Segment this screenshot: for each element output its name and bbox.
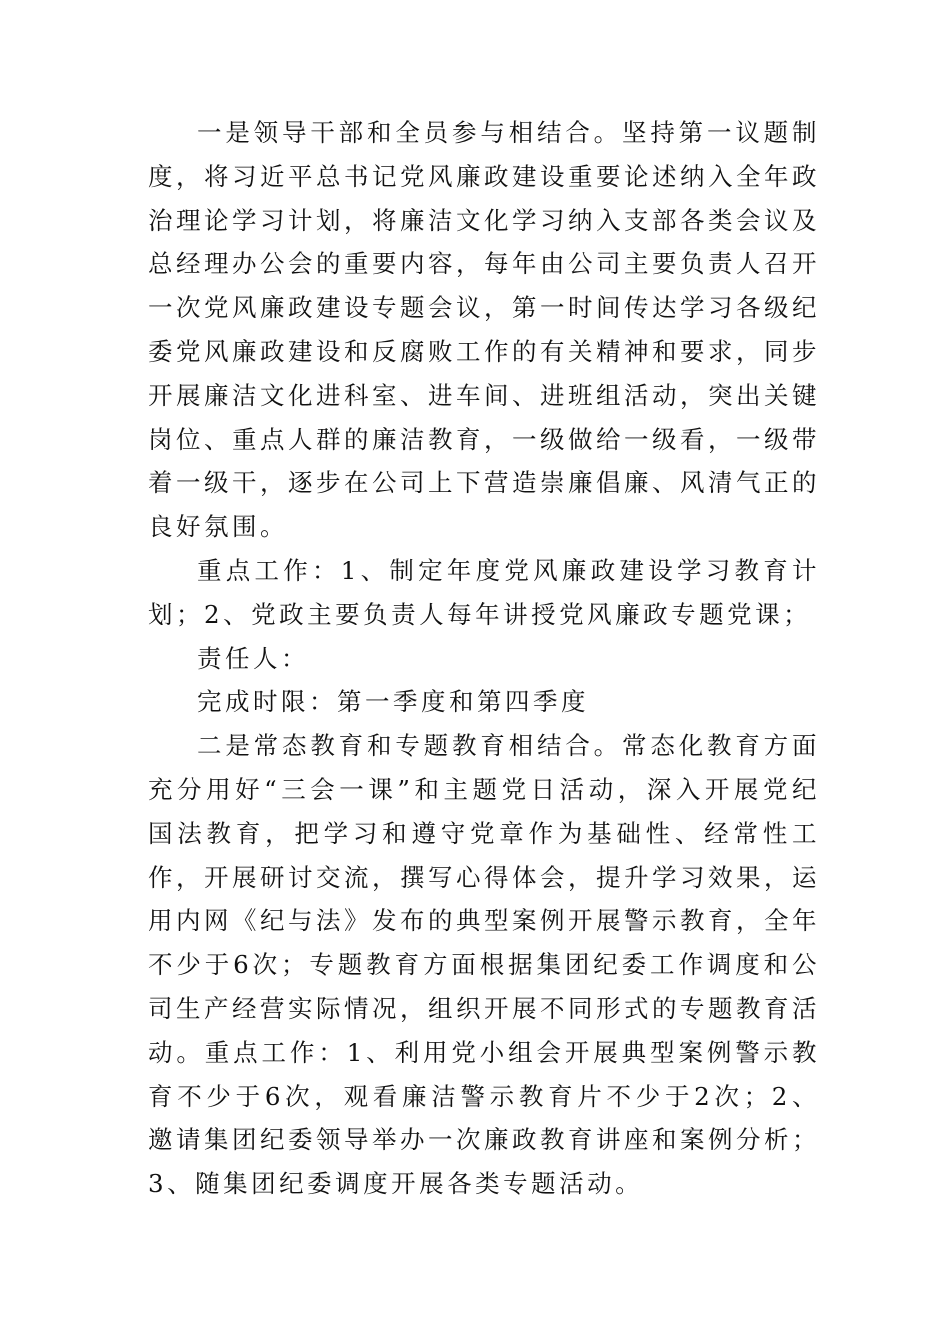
paragraph-leadership-participation: 一是领导干部和全员参与相结合。坚持第一议题制度，将习近平总书记党风廉政建设重要论述纳入全年政治理论学习计划，将廉洁文化学习纳入支部各类会议及总经理办公会的重要内容，每年由公司主要负责人召开一次党风廉政建设专题会议，第一时间传达学习各级纪委党风廉政建设和反腐败工作的有关精神和要求，同步开展廉洁文化进科室、进车间、进班组活动，突出关键岗位、重点人群的廉洁教育，一级做给一级看，一级带着一级干，逐步在公司上下营造崇廉倡廉、风清气正的良好氛围。 bbox=[148, 118, 820, 542]
paragraph-responsible-person: 责任人： bbox=[197, 643, 309, 673]
paragraph-deadline: 完成时限：第一季度和第四季度 bbox=[197, 687, 589, 717]
paragraph-key-work: 重点工作：1、制定年度党风廉政建设学习教育计划；2、党政主要负责人每年讲授党风廉政专题党课； bbox=[148, 555, 820, 629]
paragraph-routine-special-education: 二是常态教育和专题教育相结合。常态化教育方面充分用好“三会一课”和主题党日活动，深入开展党纪国法教育，把学习和遵守党章作为基础性、经常性工作，开展研讨交流，撰写心得体会，提升学习效果，运用内网《纪与法》发布的典型案例开展警示教育，全年不少于6次；专题教育方面根据集团纪委工作调度和公司生产经营实际情况，组织开展不同形式的专题教育活动。重点工作：1、利用党小组会开展典型案例警示教育不少于6次，观看廉洁警示教育片不少于2次；2、邀请集团纪委领导举办一次廉政教育讲座和案例分析；3、随集团纪委调度开展各类专题活动。 bbox=[148, 731, 820, 1199]
document-body bbox=[148, 111, 820, 1206]
